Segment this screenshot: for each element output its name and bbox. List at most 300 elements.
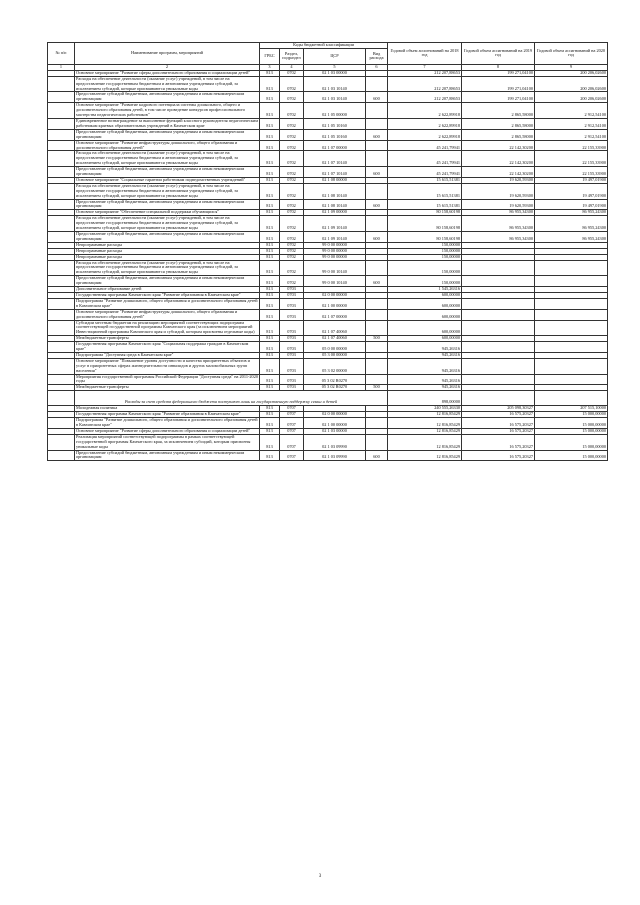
row-value-2018: 898,00000	[388, 391, 462, 406]
table-row	[48, 309, 608, 320]
column-number: 7	[388, 64, 462, 70]
row-value-2020: 19 497,01900	[535, 183, 608, 199]
row-value-2020: 22 155,33900	[535, 167, 608, 178]
row-name: Расходы на обеспечение деятельности (оказание услуг) учреждений, в том числе на предоставление государственным бюджетным и автономным учреждениям субсидий, за исключением субсидий, которые присваиваются уникальные коды	[75, 151, 260, 167]
row-csr: 02 1 03 00000	[304, 70, 366, 76]
row-value-2020: 200 206,02600	[535, 76, 608, 92]
row-num	[48, 140, 75, 151]
row-vr	[366, 309, 388, 320]
row-csr: 02 1 00 00000	[304, 298, 366, 309]
row-razdel: 0707	[280, 434, 304, 450]
row-value-2018: 240 555,26330	[388, 406, 462, 412]
row-razdel: 0703	[280, 287, 304, 293]
table-row	[48, 167, 608, 178]
budget-table-page	[47, 42, 607, 461]
header-csr: ЦСР	[304, 48, 366, 64]
header-razdel: Раздел, подраздел	[280, 48, 304, 64]
table-body	[48, 70, 608, 461]
row-value-2020: 15 000,00000	[535, 418, 608, 429]
row-razdel: 0702	[280, 276, 304, 287]
row-razdel: 0702	[280, 183, 304, 199]
row-num	[48, 320, 75, 336]
column-number: 1	[48, 64, 75, 70]
row-vr: 500	[366, 336, 388, 342]
row-razdel: 0703	[280, 385, 304, 391]
row-grbs: 813	[260, 70, 280, 76]
row-value-2019: 2 865,58000	[462, 129, 535, 140]
row-value-2019: 22 142,30200	[462, 151, 535, 167]
table-row	[48, 412, 608, 418]
row-razdel: 0707	[280, 406, 304, 412]
row-razdel: 0702	[280, 242, 304, 248]
row-vr	[366, 140, 388, 151]
row-value-2019	[462, 374, 535, 385]
row-value-2020: 200 206,02600	[535, 92, 608, 103]
row-name: Расходы на обеспечение деятельности (оказание услуг) учреждений, в том числе на предоставление государственным бюджетным и автономным учреждениям субсидий, за исключением субсидий, которые присваиваются уникальные коды	[75, 76, 260, 92]
table-row	[48, 210, 608, 216]
row-value-2018: 80 158,60198	[388, 232, 462, 243]
row-razdel: 0703	[280, 292, 304, 298]
row-value-2019	[462, 358, 535, 374]
row-num	[48, 151, 75, 167]
row-grbs: 813	[260, 76, 280, 92]
row-vr	[366, 358, 388, 374]
row-name: Расходы на обеспечение деятельности (оказание услуг) учреждений, в том числе на предоставление государственным бюджетным и автономным учреждениям субсидий, за исключением субсидий, которые присваиваются уникальные коды	[75, 216, 260, 232]
row-grbs: 813	[260, 450, 280, 461]
row-num	[48, 103, 75, 119]
row-grbs: 813	[260, 248, 280, 254]
row-num	[48, 391, 75, 406]
row-name: Подпрограмма "Развитие дошкольного, общего образования и дополнительного образования детей в Камчатском крае"	[76, 417, 258, 427]
row-name: Реализация мероприятий соответствующей подпрограммы в рамках соответствующей государственной программы Камчатского края, за исключением субсидий, которым присвоены уникальные коды	[75, 434, 260, 450]
row-value-2019: 2 865,58000	[462, 118, 535, 129]
row-csr: 02 1 03 09990	[304, 450, 366, 461]
row-value-2018: 600,00000	[388, 309, 462, 320]
row-value-2020	[535, 309, 608, 320]
row-num	[48, 118, 75, 129]
table-row	[48, 76, 608, 92]
row-razdel: 0702	[280, 92, 304, 103]
row-value-2020	[535, 260, 608, 276]
column-number: 9	[535, 64, 608, 70]
row-value-2018: 45 241,79941	[388, 140, 462, 151]
row-num	[48, 342, 75, 353]
row-name: Межбюджетные трансферты	[75, 385, 260, 391]
row-value-2020: 2 912,54100	[535, 103, 608, 119]
row-name: Субсидии местным бюджетам на реализацию мероприятий соответствующих подпрограмм соответствующей государственной программы Камчатского края (за исключением мероприятий Инвестиционной программы Камчатского края и субсидий, которым присвоены отдельные коды)	[75, 320, 260, 336]
row-grbs: 813	[260, 406, 280, 412]
row-razdel: 0702	[280, 118, 304, 129]
row-razdel: 0702	[280, 199, 304, 210]
row-value-2019	[462, 391, 535, 406]
row-razdel: 0702	[280, 216, 304, 232]
table-row	[48, 129, 608, 140]
row-razdel: 0703	[280, 352, 304, 358]
table-row	[48, 450, 608, 461]
row-value-2018: 12 816,85429	[388, 450, 462, 461]
row-csr: 02 1 07 40060	[304, 320, 366, 336]
row-name: Основное мероприятие "Повышение уровня доступности и качества приоритетных объектов и услуг в приоритетных сферах жизнедеятельности инвалидов и других маломобильных групп населения"	[75, 358, 260, 374]
row-name: Межбюджетные трансферты	[75, 336, 260, 342]
row-name: Основное мероприятие "Развитие сферы дополнительного образования и социализации детей"	[75, 428, 260, 434]
row-csr: 02 1 05 00000	[304, 103, 366, 119]
row-razdel: 0703	[280, 298, 304, 309]
row-value-2018: 15 615,51381	[388, 183, 462, 199]
row-vr	[366, 118, 388, 129]
row-grbs: 813	[260, 336, 280, 342]
page-number: 3	[318, 874, 322, 879]
row-value-2019: 16 575,20327	[462, 434, 535, 450]
row-value-2018: 212 207,88653	[388, 92, 462, 103]
table-row	[48, 118, 608, 129]
row-value-2018: 2 622,89918	[388, 118, 462, 129]
row-csr: 02 1 09 00000	[304, 210, 366, 216]
row-value-2019: 199 271,04100	[462, 70, 535, 76]
table-row	[48, 418, 608, 429]
row-num	[48, 418, 75, 429]
row-value-2018: 212 207,88653	[388, 76, 462, 92]
row-value-2018: 12 816,85429	[388, 412, 462, 418]
header-2019: Годовой объем ассигнований на 2019 год	[462, 43, 535, 65]
row-num	[48, 232, 75, 243]
row-num	[48, 434, 75, 450]
row-value-2018: 15 615,51381	[388, 199, 462, 210]
row-value-2019	[462, 298, 535, 309]
row-vr	[366, 76, 388, 92]
row-value-2019: 16 575,20327	[462, 412, 535, 418]
row-grbs: 813	[260, 260, 280, 276]
row-value-2019: 19 620,59300	[462, 183, 535, 199]
row-value-2019	[462, 276, 535, 287]
table-row	[48, 320, 608, 336]
row-value-2019	[462, 342, 535, 353]
row-name: Непрограммные расходы	[75, 242, 260, 248]
row-grbs: 813	[260, 358, 280, 374]
row-grbs: 813	[260, 434, 280, 450]
row-grbs: 813	[260, 342, 280, 353]
row-name: Расходы на обеспечение деятельности (оказание услуг) учреждений, в том числе на предоставление государственным бюджетным и автономным учреждениям субсидий, за исключением субсидий, которые присваиваются уникальные коды	[75, 183, 260, 199]
row-value-2020	[535, 391, 608, 406]
row-value-2018: 45 241,79941	[388, 167, 462, 178]
row-num	[48, 183, 75, 199]
row-value-2018: 1 545,26316	[388, 287, 462, 293]
row-vr	[366, 342, 388, 353]
row-value-2020: 19 497,01900	[535, 199, 608, 210]
row-value-2018: 600,00000	[388, 320, 462, 336]
column-number: 3	[260, 64, 280, 70]
row-grbs: 813	[260, 216, 280, 232]
row-value-2018: 12 816,85429	[388, 418, 462, 429]
row-value-2020: 86 955,24300	[535, 232, 608, 243]
table-row	[48, 358, 608, 374]
row-value-2020: 200 206,02600	[535, 70, 608, 76]
row-grbs: 813	[260, 320, 280, 336]
row-vr	[366, 320, 388, 336]
header-num: № п/п	[48, 43, 75, 65]
row-razdel: 0702	[280, 140, 304, 151]
row-grbs: 813	[260, 242, 280, 248]
row-csr: 02 0 00 00000	[304, 412, 366, 418]
row-value-2019	[462, 260, 535, 276]
row-csr: 02 1 09 10140	[304, 216, 366, 232]
row-vr: 600	[366, 450, 388, 461]
row-name: Предоставление субсидий бюджетным, автономным учреждениям и иным некоммерческим организациям	[75, 167, 260, 178]
row-name: Основное мероприятие "Социальные гарантии работникам подведомственных учреждений"	[75, 177, 260, 183]
column-number: 8	[462, 64, 535, 70]
row-csr: 05 3 02 R0270	[304, 374, 366, 385]
row-value-2018: 150,00000	[388, 254, 462, 260]
row-value-2018: 600,00000	[388, 292, 462, 298]
row-value-2019: 16 575,20327	[462, 450, 535, 461]
table-row	[48, 70, 608, 76]
row-razdel: 0703	[280, 374, 304, 385]
row-grbs: 813	[260, 103, 280, 119]
budget-table	[47, 42, 608, 461]
row-name: Предоставление субсидий бюджетным, автономным учреждениям и иным некоммерческим организациям	[75, 199, 260, 210]
row-csr: 02 1 08 00000	[304, 177, 366, 183]
column-number: 4	[280, 64, 304, 70]
row-value-2019	[462, 320, 535, 336]
row-razdel: 0703	[280, 358, 304, 374]
row-value-2020	[535, 276, 608, 287]
row-value-2020	[535, 320, 608, 336]
row-value-2018: 945,26316	[388, 385, 462, 391]
row-num	[48, 309, 75, 320]
row-csr: 99 0 00 00000	[304, 242, 366, 248]
row-name: Предоставление субсидий бюджетным, автономным учреждениям и иным некоммерческим организациям	[75, 232, 260, 243]
header-2018: Годовой объем ассигнований на 2018 год	[388, 43, 462, 65]
row-grbs: 813	[260, 129, 280, 140]
row-vr	[366, 374, 388, 385]
header-codes-group: Коды бюджетной классификации	[260, 43, 388, 49]
row-razdel: 0702	[280, 103, 304, 119]
row-razdel: 0702	[280, 76, 304, 92]
header-grbs: ГРБС	[260, 48, 280, 64]
row-name: Государственная программа Камчатского края "Социальная поддержка граждан в Камчатском крае"	[75, 342, 260, 353]
row-value-2019: 199 271,04100	[462, 76, 535, 92]
row-csr: 02 1 07 00000	[304, 309, 366, 320]
row-csr: 02 1 08 10140	[304, 199, 366, 210]
row-razdel: 0702	[280, 177, 304, 183]
row-razdel: 0703	[280, 342, 304, 353]
row-grbs: 813	[260, 418, 280, 429]
row-grbs: 813	[260, 140, 280, 151]
row-razdel: 0702	[280, 248, 304, 254]
row-vr: 500	[366, 385, 388, 391]
table-row	[48, 428, 608, 434]
row-value-2019: 19 620,59300	[462, 177, 535, 183]
row-vr	[366, 216, 388, 232]
row-value-2018: 45 241,79941	[388, 151, 462, 167]
row-grbs: 813	[260, 412, 280, 418]
note-text: Расходы за счет средств федерального бюджета поступают лишь на государственную поддержку семьи и детей	[75, 391, 388, 406]
row-razdel: 0702	[280, 254, 304, 260]
row-razdel: 0702	[280, 151, 304, 167]
table-row	[48, 140, 608, 151]
row-csr: 05 3 02 00000	[304, 358, 366, 374]
row-grbs: 813	[260, 292, 280, 298]
row-vr: 600	[366, 199, 388, 210]
row-value-2019: 19 620,59300	[462, 199, 535, 210]
row-name: Государственная программа Камчатского края "Развитие образования в Камчатском крае"	[75, 412, 260, 418]
row-value-2019: 86 955,34300	[462, 216, 535, 232]
row-vr	[366, 103, 388, 119]
table-row	[48, 92, 608, 103]
row-csr: 02 1 03 10140	[304, 76, 366, 92]
row-value-2019	[462, 309, 535, 320]
row-value-2018: 945,26316	[388, 352, 462, 358]
row-value-2018: 12 816,85429	[388, 428, 462, 434]
row-value-2020: 22 155,33900	[535, 151, 608, 167]
row-value-2020: 2 912,54100	[535, 129, 608, 140]
row-vr	[366, 418, 388, 429]
row-grbs: 813	[260, 428, 280, 434]
row-value-2018: 150,00000	[388, 260, 462, 276]
row-vr: 600	[366, 129, 388, 140]
table-row	[48, 232, 608, 243]
row-name: Дополнительное образование детей	[75, 287, 260, 293]
row-vr	[366, 298, 388, 309]
row-csr: 02 1 03 00000	[304, 428, 366, 434]
row-razdel: 0702	[280, 167, 304, 178]
row-value-2018: 945,26316	[388, 342, 462, 353]
row-name: Единовременное вознаграждение за выполнение функций классного руководителя педагогическим работникам краевых образовательных учреждений в Камчатском крае	[76, 118, 258, 128]
row-name: Предоставление субсидий бюджетным, автономным учреждениям и иным некоммерческим организациям	[75, 129, 260, 140]
row-num	[48, 167, 75, 178]
row-vr	[366, 260, 388, 276]
row-razdel: 0703	[280, 320, 304, 336]
note-row	[48, 391, 608, 406]
row-value-2019: 16 575,20327	[462, 418, 535, 429]
row-name: Основное мероприятие "Развитие инфраструктуры дошкольного, общего образования и дополнительного образования детей"	[75, 140, 260, 151]
row-csr: 02 1 03 10140	[304, 92, 366, 103]
row-value-2020: 2 912,54100	[535, 118, 608, 129]
row-csr: 02 1 07 10140	[304, 151, 366, 167]
row-grbs: 813	[260, 298, 280, 309]
row-num	[48, 76, 75, 92]
column-number: 5	[304, 64, 366, 70]
row-grbs: 813	[260, 92, 280, 103]
row-name: Основное мероприятие "Развитие инфраструктуры дошкольного, общего образования и дополнительного образования детей"	[75, 309, 260, 320]
header-vr: Вид расхода	[366, 48, 388, 64]
row-name: Непрограммные расходы	[75, 248, 260, 254]
table-row	[48, 260, 608, 276]
header-2020: Годовой объем ассигнований на 2020 год	[535, 43, 608, 65]
row-csr: 02 1 08 10140	[304, 183, 366, 199]
row-num	[48, 129, 75, 140]
row-razdel: 0702	[280, 210, 304, 216]
row-grbs: 813	[260, 276, 280, 287]
row-value-2020: 15 000,00000	[535, 412, 608, 418]
row-grbs: 813	[260, 309, 280, 320]
row-value-2020	[535, 298, 608, 309]
row-razdel: 0702	[280, 70, 304, 76]
row-value-2020	[535, 358, 608, 374]
table-row	[48, 276, 608, 287]
row-name: Предоставление субсидий бюджетным, автономным учреждениям и иным некоммерческим организациям	[75, 450, 260, 461]
table-row	[48, 183, 608, 199]
row-name: Подпрограмма "Развитие дошкольного, общего образования и дополнительного образования детей в Камчатском крае"	[76, 298, 258, 308]
row-value-2020	[535, 342, 608, 353]
table-row	[48, 374, 608, 385]
row-csr: 02 1 09 10140	[304, 232, 366, 243]
row-name: Расходы на обеспечение деятельности (оказание услуг) учреждений, в том числе на предоставление государственным бюджетным и автономным учреждениям субсидий, за исключением субсидий, которые присваиваются уникальные коды	[75, 260, 260, 276]
row-value-2019: 205 098,30327	[462, 406, 535, 412]
row-value-2020: 207 515,10000	[535, 406, 608, 412]
row-name: Государственная программа Камчатского края "Развитие образования в Камчатском крае"	[75, 292, 260, 298]
row-num	[48, 298, 75, 309]
row-num	[48, 260, 75, 276]
row-csr: 02 1 00 00000	[304, 418, 366, 429]
row-value-2020: 22 155,33900	[535, 140, 608, 151]
table-row	[48, 216, 608, 232]
row-value-2020: 86 955,24300	[535, 210, 608, 216]
row-csr: 02 1 05 10160	[304, 129, 366, 140]
row-csr: 99 0 00 00000	[304, 248, 366, 254]
row-csr: 99 0 00 10140	[304, 260, 366, 276]
row-num	[48, 358, 75, 374]
row-value-2019: 22 142,30200	[462, 167, 535, 178]
row-num	[48, 374, 75, 385]
row-csr: 02 1 05 10160	[304, 118, 366, 129]
row-razdel: 0702	[280, 260, 304, 276]
row-grbs: 813	[260, 374, 280, 385]
table-row	[48, 298, 608, 309]
row-csr: 02 1 07 10140	[304, 167, 366, 178]
row-csr: 05 0 00 00000	[304, 342, 366, 353]
row-value-2019: 86 955,34300	[462, 210, 535, 216]
row-value-2019: 199 271,04100	[462, 92, 535, 103]
row-value-2018: 600,00000	[388, 336, 462, 342]
row-csr: 02 1 07 40060	[304, 336, 366, 342]
row-name: Основное мероприятие "Развитие сферы дополнительного образования и социализации детей"	[75, 70, 260, 76]
row-csr: 99 0 00 10140	[304, 276, 366, 287]
row-name: Молодежная политика	[75, 406, 260, 412]
row-num	[48, 199, 75, 210]
row-grbs: 813	[260, 118, 280, 129]
row-razdel: 0703	[280, 309, 304, 320]
row-value-2018: 2 622,89918	[388, 103, 462, 119]
row-grbs: 813	[260, 352, 280, 358]
row-grbs: 813	[260, 232, 280, 243]
row-value-2020: 19 497,01900	[535, 177, 608, 183]
table-row	[48, 342, 608, 353]
row-csr: 05 3 02 R0270	[304, 385, 366, 391]
row-value-2019: 22 142,30200	[462, 140, 535, 151]
row-value-2020	[535, 374, 608, 385]
row-csr: 05 3 00 00000	[304, 352, 366, 358]
row-grbs: 813	[260, 210, 280, 216]
row-value-2018: 212 207,88653	[388, 70, 462, 76]
row-num	[48, 216, 75, 232]
row-value-2019: 2 865,58000	[462, 103, 535, 119]
column-number: 6	[366, 64, 388, 70]
table-row	[48, 151, 608, 167]
column-number: 2	[75, 64, 260, 70]
table-row	[48, 177, 608, 183]
row-razdel: 0707	[280, 418, 304, 429]
row-grbs: 813	[260, 199, 280, 210]
row-value-2020: 86 955,24300	[535, 216, 608, 232]
row-grbs: 813	[260, 385, 280, 391]
row-value-2020: 15 000,00000	[535, 428, 608, 434]
row-csr: 02 1 03 09990	[304, 434, 366, 450]
row-value-2018: 80 158,60198	[388, 216, 462, 232]
row-vr: 600	[366, 167, 388, 178]
row-razdel: 0707	[280, 412, 304, 418]
row-name: Основное мероприятие "Развитие кадрового потенциала системы дошкольного, общего и дополнительного образования детей, в том числе проведение конкурсов профессионального мастерства педагогических работников"	[75, 103, 260, 119]
row-value-2018: 80 158,60198	[388, 210, 462, 216]
